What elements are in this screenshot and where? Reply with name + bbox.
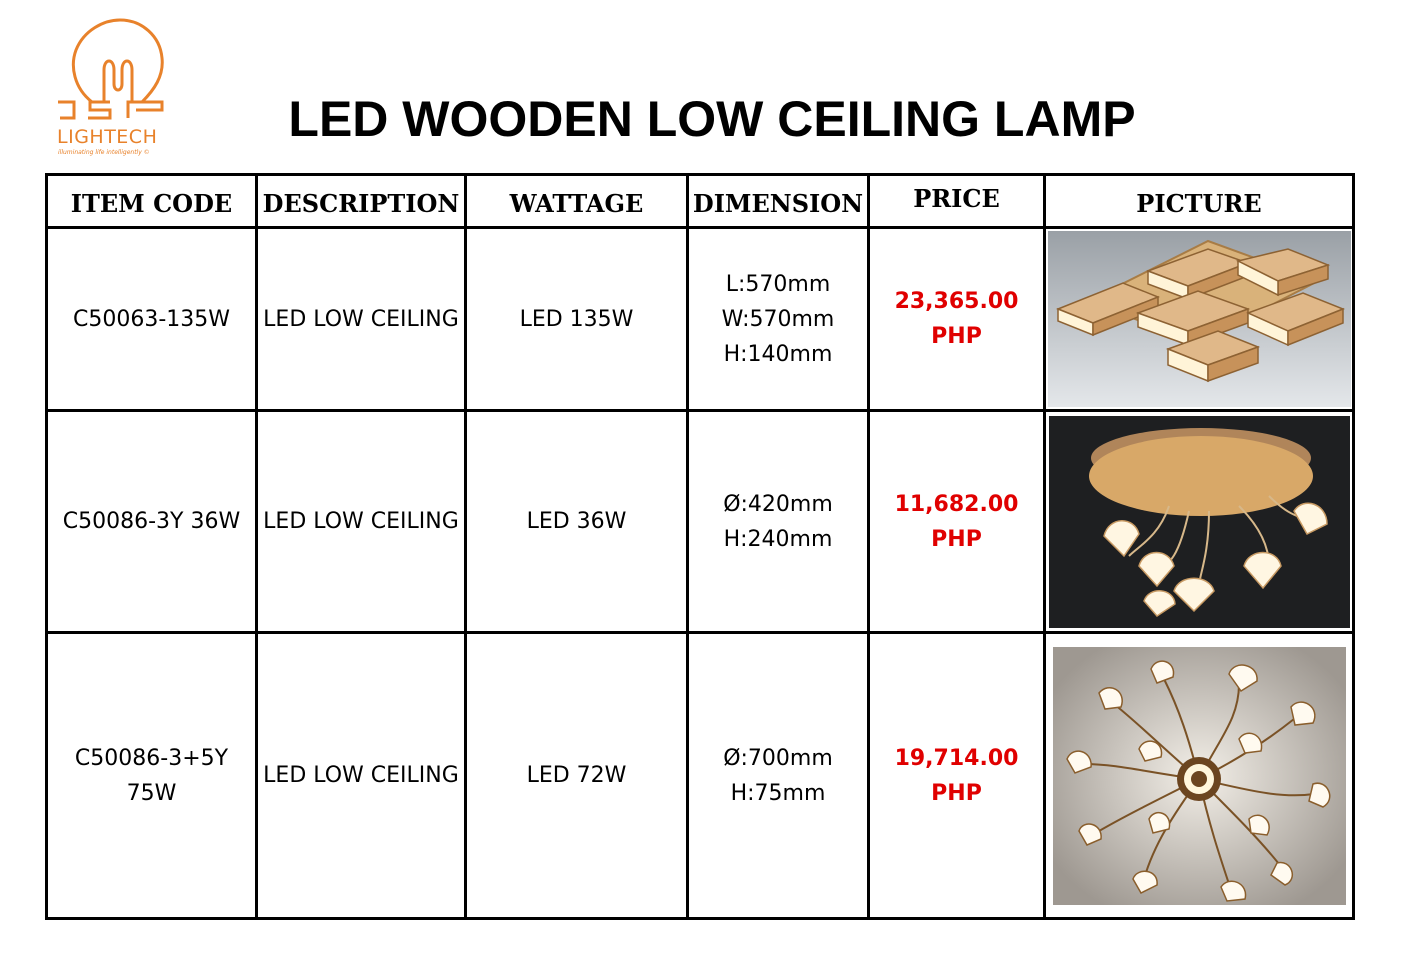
product-table — [45, 173, 1355, 920]
description-cell: LED LOW CEILING — [257, 411, 466, 633]
price-currency: PHP — [931, 780, 982, 806]
dimension-width: W:570mm — [721, 306, 835, 332]
price-value: 19,714.00 — [894, 745, 1019, 771]
brand-name: LIGHTECH — [57, 126, 158, 148]
radial-ginkgo-lamp-image — [1053, 647, 1346, 905]
page-title: LED WOODEN LOW CEILING LAMP — [288, 91, 1136, 147]
price-currency: PHP — [931, 526, 982, 552]
dimension-height: H:75mm — [730, 780, 826, 806]
picture-cell — [1045, 411, 1354, 633]
dimension-cell — [688, 228, 869, 411]
header-picture: PICTURE — [1045, 175, 1354, 228]
price-cell — [869, 228, 1045, 411]
dimension-cell — [688, 633, 869, 919]
price-cell — [869, 411, 1045, 633]
description-cell: LED LOW CEILING — [257, 633, 466, 919]
item-code-cell: C50063-135W — [47, 228, 257, 411]
picture-cell — [1045, 228, 1354, 411]
dimension-cell — [688, 411, 869, 633]
dimension-length: L:570mm — [725, 271, 831, 297]
item-code-cell: C50086-3+5Y 75W — [47, 633, 257, 919]
header-description: DESCRIPTION — [257, 175, 466, 228]
description-cell: LED LOW CEILING — [257, 228, 466, 411]
price-value: 23,365.00 — [894, 289, 1019, 314]
table-header-row — [47, 175, 1354, 228]
price-cell — [869, 633, 1045, 919]
item-code-cell: C50086-3Y 36W — [47, 411, 257, 633]
dimension-height: H:140mm — [723, 341, 833, 367]
wattage-cell: LED 135W — [466, 228, 688, 411]
header-item-code: ITEM CODE — [47, 175, 257, 228]
price-currency: PHP — [931, 324, 982, 349]
dimension-diameter: Ø:420mm — [723, 491, 833, 517]
wattage-cell: LED 72W — [466, 633, 688, 919]
table-row — [47, 411, 1354, 633]
picture-cell — [1045, 633, 1354, 919]
round-wooden-lamp-image — [1049, 416, 1350, 628]
table-row — [47, 228, 1354, 411]
header-wattage: WATTAGE — [466, 175, 688, 228]
dimension-diameter: Ø:700mm — [723, 745, 833, 771]
price-value: 11,682.00 — [894, 491, 1019, 517]
header-price: PRICE — [869, 175, 1045, 228]
table-row — [47, 633, 1354, 919]
square-wooden-lamp-image — [1048, 231, 1351, 407]
header-dimension: DIMENSION — [688, 175, 869, 228]
brand-tagline: illuminating life intelligently © — [58, 149, 150, 156]
dimension-height: H:240mm — [723, 526, 833, 552]
wattage-cell: LED 36W — [466, 411, 688, 633]
